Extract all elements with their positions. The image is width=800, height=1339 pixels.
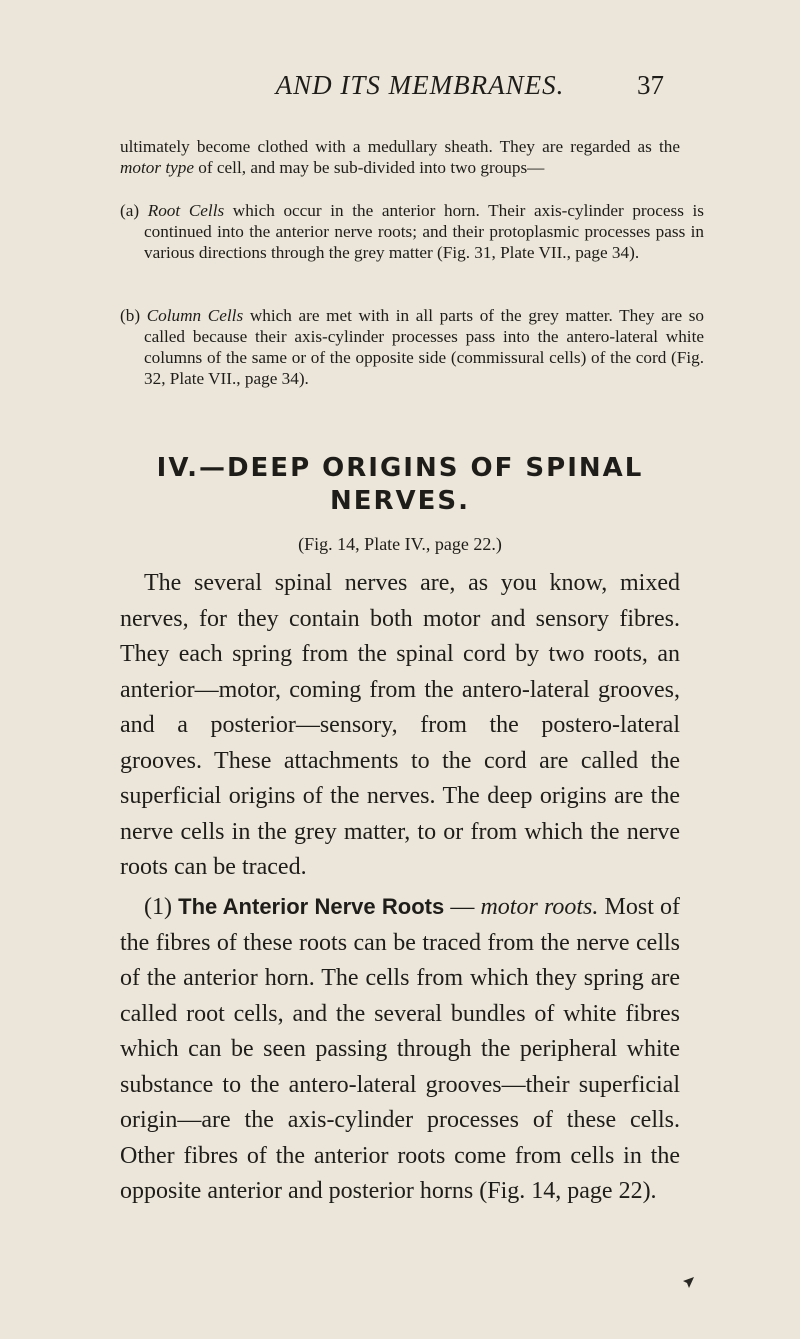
list-marker-b: (b) — [120, 306, 141, 325]
paragraph-number: (1) — [144, 894, 172, 920]
intro-paragraph — [120, 136, 680, 178]
subheading-anterior-nerve-roots: The Anterior Nerve Roots — [178, 894, 445, 919]
paragraph-2-text: Most of the fibres of these roots can be traced from the nerve cells of the anterior horn. The cells from which they spring are called root cells, and the several bundles of white fibres which can be seen passing through the peripheral white substance to the antero-lateral grooves—their superficial origin—are the axis-cylinder processes of these cells. Other fibres of the anterior roots come from cells in the opposite anterior and posterior horns (Fig. 14, page 22). — [120, 894, 681, 1204]
figure-reference: (Fig. 14, Plate IV., page 22.) — [298, 534, 502, 554]
list-item-root-cells — [120, 200, 704, 263]
running-head — [0, 70, 800, 101]
running-head-title: AND ITS MEMBRANES. — [275, 70, 565, 100]
term-column-cells: Column Cells — [146, 306, 244, 325]
intro-emphasis: motor type — [120, 158, 194, 178]
list-item-column-cells — [120, 305, 704, 389]
intro-text-start: ultimately become clothed with a medullary sheath. They are regarded as the — [120, 137, 680, 156]
body-paragraph-anterior-roots — [120, 889, 680, 1210]
term-root-cells: Root Cells — [147, 201, 225, 220]
list-marker-a: (a) — [120, 201, 140, 220]
intro-text-end: of cell, and may be sub-divided into two groups— — [194, 158, 545, 178]
column-cells-description: which are met with in all parts of the grey matter. They are so called because their axis-cylinder processes pass into the antero-lateral white columns of the same or of the opposite side (commissural cells) of the cord (Fig. 32, Plate VII., page 34). — [144, 306, 705, 389]
subheading-motor-roots: motor roots. — [480, 894, 599, 920]
root-cells-description: which occur in the anterior horn. Their axis-cylinder process is continued into the anterior nerve roots; and their protoplasmic processes pass in various directions through the grey matter (Fig. 31, Plate VII., page 34). — [144, 201, 704, 263]
paragraph-1-text: The several spinal nerves are, as you know, mixed nerves, for they contain both motor and sensory fibres. They each spring from the spinal cord by two roots, an anterior—motor, coming from the antero-lateral grooves, and a posterior—sensory, from the postero-lateral grooves. These attachments to the cord are called the superficial origins of the nerves. The deep origins are the nerve cells in the grey matter, to or from which the nerve roots can be traced. — [120, 570, 680, 880]
page-number: 37 — [637, 70, 664, 100]
section-heading: IV.—DEEP ORIGINS OF SPINAL NERVES. — [156, 453, 644, 516]
subheading-dash: — — [444, 894, 481, 920]
body-paragraph-spinal-nerves — [120, 566, 680, 886]
mouse-pointer-icon — [681, 1276, 695, 1290]
